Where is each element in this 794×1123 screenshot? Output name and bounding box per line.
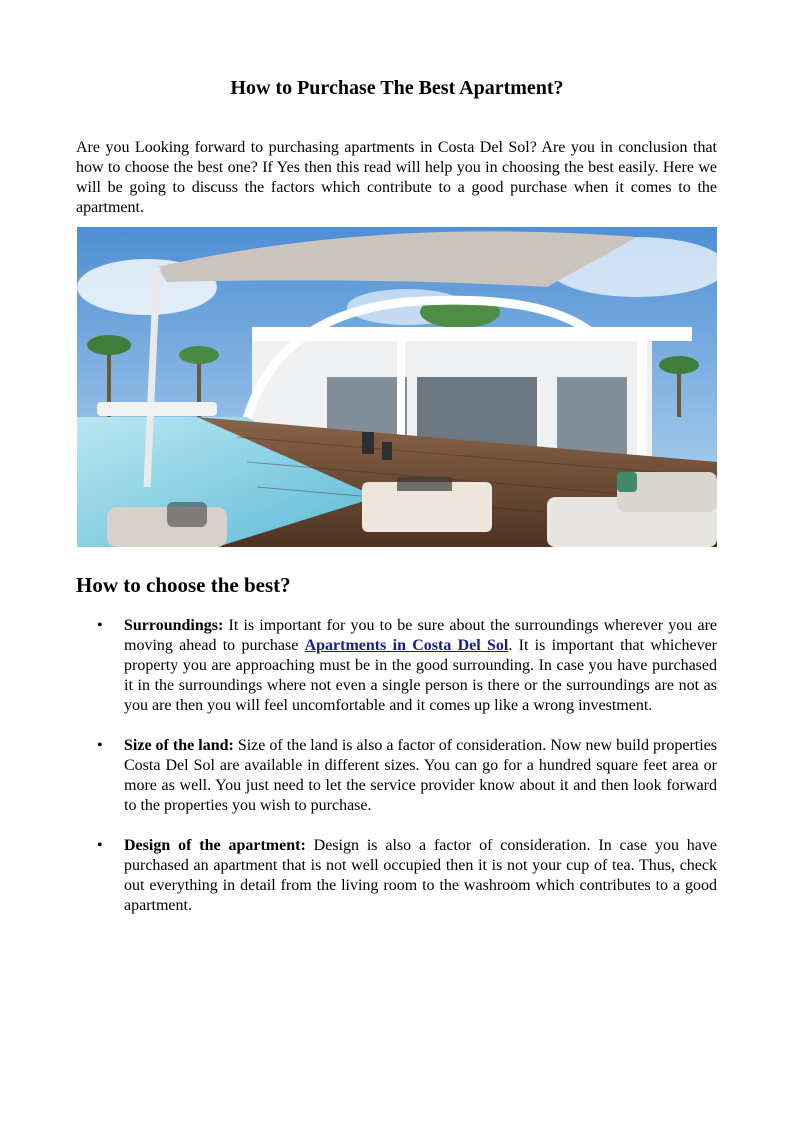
item-text: Design is also a factor of consideration. In case you have purchased an apartment that is not well occupied then it is not your cup of tea. Thus, check out everything in detail from the living room to the washroom which contributes to a good apartment. <box>124 837 717 914</box>
rooftop-terrace-illustration <box>77 227 717 547</box>
bullet-icon: • <box>97 837 103 854</box>
hero-image <box>77 227 717 547</box>
item-term: Design of the apartment: <box>124 837 306 854</box>
item-text-continued: . It is important that whichever property you are approaching must be in the good surrounding. In case you have purchased it in the surroundings where not even a single person is there or the surroundings are not as you are then you will feel uncomfortable and it comes up like a wrong investment. <box>124 637 718 714</box>
list-item-design <box>76 836 717 916</box>
section-heading: How to choose the best? <box>76 573 291 597</box>
bullet-icon: • <box>97 617 103 634</box>
item-text: Size of the land is also a factor of consideration. Now new build properties Costa Del Sol are available in different sizes. You can go for a hundred square feet area or more as well. You just need to let the service provider know about it and then look forward to the properties you wish to purchase. <box>124 737 717 814</box>
item-term: Size of the land: <box>124 737 234 754</box>
item-text: It is important for you to be sure about the surroundings wherever you are moving ahead to purchase <box>124 617 717 654</box>
bullet-icon: • <box>97 737 103 754</box>
factors-list <box>76 616 717 936</box>
apartments-costa-del-sol-link[interactable]: Apartments in Costa Del Sol <box>304 637 509 654</box>
list-item-size-of-land <box>76 736 717 816</box>
page-title: How to Purchase The Best Apartment? <box>230 77 564 99</box>
item-term: Surroundings: <box>124 617 224 634</box>
intro-paragraph: Are you Looking forward to purchasing apartments in Costa Del Sol? Are you in conclusion that how to choose the best one? If Yes then this read will help you in choosing the best easily. Here we will be going to discuss the factors which contribute to a good purchase when it comes to the apartment. <box>76 139 717 216</box>
list-item-surroundings <box>76 616 717 716</box>
